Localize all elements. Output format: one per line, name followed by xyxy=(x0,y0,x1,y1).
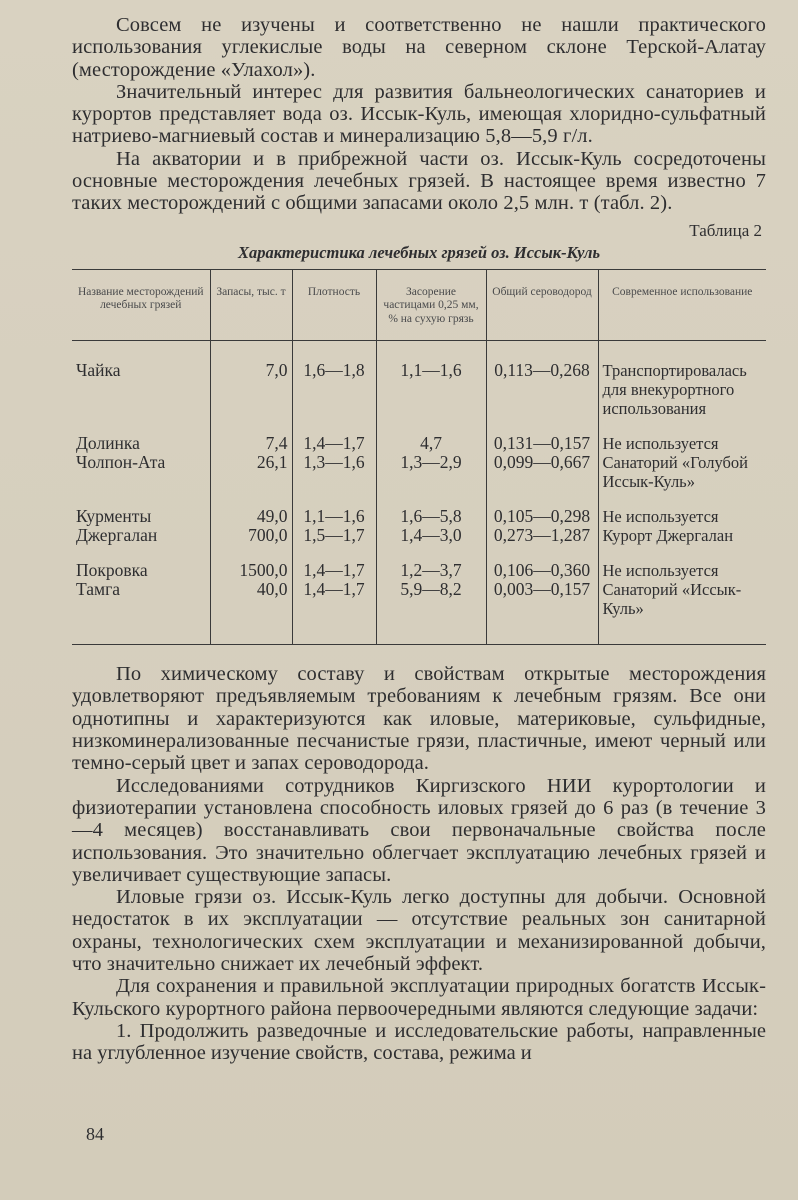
table-row xyxy=(72,561,766,580)
current-use: Не используется xyxy=(598,507,766,526)
current-use: Не используется xyxy=(598,561,766,580)
mud-characteristics-table xyxy=(72,269,766,646)
hydrogen-sulfide-value: 0,106—0,360 xyxy=(486,561,598,580)
hydrogen-sulfide-value: 0,113—0,268 xyxy=(486,361,598,418)
density-value: 1,4—1,7 xyxy=(292,561,376,580)
current-use: Не используется xyxy=(598,434,766,453)
table-number-label: Таблица 2 xyxy=(689,220,762,240)
table-title: Характеристика лечебных грязей оз. Иссык-Куль xyxy=(237,242,601,262)
contamination-value: 1,2—3,7 xyxy=(376,561,486,580)
paragraph: Совсем не изучены и соответственно не нашли практического использования углекислые воды на северном склоне Терской-Алатау (месторождение «Улахол»). xyxy=(72,14,766,81)
paragraph: Исследованиями сотрудников Киргизского НИИ курортологии и физиотерапии установлена способность иловых грязей до 6 раз (в течение 3—4 месяцев) восстанавливать свои первоначальные свойства после использования. Это значительно облегчает эксплуатацию лечебных грязей и увеличивает существующие запасы. xyxy=(72,774,766,886)
column-header: Засорение частицами 0,25 мм, % на сухую грязь xyxy=(376,269,486,341)
density-value: 1,5—1,7 xyxy=(292,526,376,545)
deposit-name: Курменты xyxy=(76,506,152,527)
paragraph: Иловые грязи оз. Иссык-Куль легко доступны для добычи. Основной недостаток в их эксплуатации — отсутствие реальных зон санитарной охраны, технологических схем эксплуатации и механизированной добычи, что значительно снижает их лечебный эффект. xyxy=(72,886,766,976)
column-header: Современное использование xyxy=(598,269,766,341)
body-text xyxy=(72,663,766,1064)
table-header-row xyxy=(72,269,766,341)
table-row xyxy=(72,526,766,545)
contamination-value: 5,9—8,2 xyxy=(376,580,486,618)
table-row xyxy=(72,361,766,418)
table-row xyxy=(72,453,766,491)
deposit-name: Долинка xyxy=(76,433,140,454)
density-value: 1,6—1,8 xyxy=(292,361,376,418)
deposit-name: Покровка xyxy=(76,560,148,581)
paragraph: Значительный интерес для развития бальнеологических санаториев и курортов представляет вода оз. Иссык-Куль, имеющая хлоридно-сульфатный натриево-магниевый состав и минерализацию 5,8—5,9 г/л. xyxy=(72,80,766,148)
current-use: Транспортировалась для внекурортного использования xyxy=(598,361,766,418)
hydrogen-sulfide-value: 0,105—0,298 xyxy=(486,507,598,526)
paragraph: На акватории и в прибрежной части оз. Иссык-Куль сосредоточены основные месторождения лечебных грязей. В настоящее время известно 7 таких месторождений с общими запасами около 2,5 млн. т (табл. 2). xyxy=(72,147,766,215)
reserves-value: 49,0 xyxy=(210,507,292,526)
hydrogen-sulfide-value: 0,131—0,157 xyxy=(486,434,598,453)
deposit-name: Чайка xyxy=(76,360,121,381)
hydrogen-sulfide-value: 0,273—1,287 xyxy=(486,526,598,545)
paragraph: По химическому составу и свойствам открытые месторождения удовлетворяют предъявляемым требованиям к лечебным грязям. Все они однотипны и характеризуются как иловые, материковые, сульфидные, низкоминерализованные песчанистые грязи, пластичные, имеют черный или темно-серый цвет и запах сероводорода. xyxy=(72,663,766,775)
density-value: 1,4—1,7 xyxy=(292,434,376,453)
contamination-value: 1,6—5,8 xyxy=(376,507,486,526)
reserves-value: 7,4 xyxy=(210,434,292,453)
paragraph: Для сохранения и правильной эксплуатации природных богатств Иссык-Кульского курортного района первоочередными являются следующие задачи: xyxy=(72,975,766,1020)
reserves-value: 26,1 xyxy=(210,453,292,491)
reserves-value: 1500,0 xyxy=(210,561,292,580)
deposit-name: Тамга xyxy=(76,579,121,600)
column-header: Название месторождений лечебных грязей xyxy=(72,269,210,341)
contamination-value: 1,3—2,9 xyxy=(376,453,486,491)
task-list-item: 1. Продолжить разведочные и исследовательские работы, направленные на углубленное изучение свойств, состава, режима и xyxy=(72,1019,766,1065)
current-use: Курорт Джергалан xyxy=(598,526,766,545)
density-value: 1,1—1,6 xyxy=(292,507,376,526)
contamination-value: 4,7 xyxy=(376,434,486,453)
density-value: 1,4—1,7 xyxy=(292,580,376,618)
current-use: Санаторий «Голубой Иссык-Куль» xyxy=(598,453,766,491)
hydrogen-sulfide-value: 0,003—0,157 xyxy=(486,580,598,618)
contamination-value: 1,1—1,6 xyxy=(376,361,486,418)
contamination-value: 1,4—3,0 xyxy=(376,526,486,545)
column-header: Плотность xyxy=(292,269,376,341)
column-header: Общий сероводород xyxy=(486,269,598,341)
table-row xyxy=(72,580,766,618)
reserves-value: 7,0 xyxy=(210,361,292,418)
current-use: Санаторий «Иссык-Куль» xyxy=(598,580,766,618)
page-number: 84 xyxy=(86,1124,104,1144)
density-value: 1,3—1,6 xyxy=(292,453,376,491)
hydrogen-sulfide-value: 0,099—0,667 xyxy=(486,453,598,491)
table-row xyxy=(72,507,766,526)
reserves-value: 700,0 xyxy=(210,526,292,545)
reserves-value: 40,0 xyxy=(210,580,292,618)
deposit-name: Чолпон-Ата xyxy=(76,452,166,473)
column-header: Запасы, тыс. т xyxy=(210,269,292,341)
table-row xyxy=(72,434,766,453)
deposit-name: Джергалан xyxy=(76,525,158,546)
